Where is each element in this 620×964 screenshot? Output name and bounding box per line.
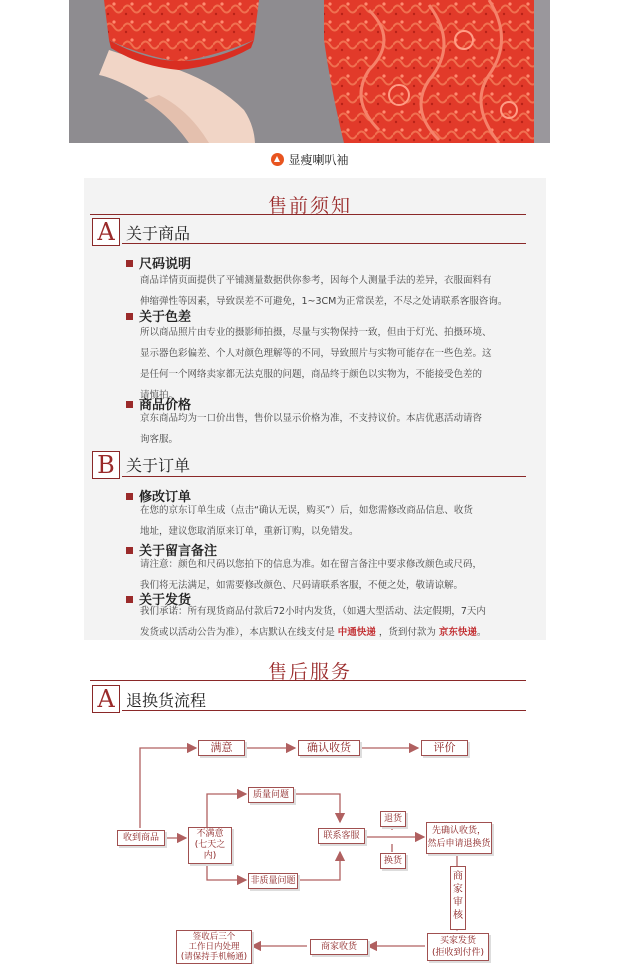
bullet-square-icon [126,493,133,500]
item-note-title: 关于留言备注 [126,540,217,559]
flow-contact-service: 联系客服 [318,828,365,844]
item-color-text: 所以商品照片由专业的摄影师拍摄，尽量与实物保持一致，但由于灯光、拍摄环境、 显示器色彩偏差、个人对颜色理解等的不同，导致照片与实物可能存在一些色差。这 是任何一个网络卖家都无法克服的问题，商品终于颜色以实物为，不能接受色差的 请慎拍。 [140,327,492,401]
flow-return: 退货 [380,811,406,827]
photo-caption [0,151,620,169]
presale-title: 售前须知 [267,195,352,217]
flow-buyer-ship: 买家发货 (拒收到付件) [427,933,489,961]
bullet-square-icon [126,313,133,320]
flow-confirm-first: 先确认收货， 然后申请退换货 [426,822,492,854]
flow-satisfied: 满意 [198,740,245,756]
carrier-jd: 京东快递 [438,627,477,638]
section-b-letter: B [92,451,120,479]
presale-rule [90,214,526,215]
item-note-text: 请注意：颜色和尺码以您拍下的信息为准。如在留言备注中要求修改颜色或尺码， 我们将无法满足，如需要修改颜色、尺码请联系客服，不便之处，敬请谅解。 [140,559,483,591]
flow-process: 签收后三个 工作日内处理 (请保持手机畅通) [176,930,252,964]
bullet-square-icon [126,260,133,267]
item-price-text: 京东商品均为一口价出售，售价以显示价格为准，不支持议价。本店优惠活动请咨 询客服。 [140,413,483,445]
aftersale-a-heading: 退换货流程 [126,691,207,710]
flow-merchant-receive: 商家收货 [310,939,368,955]
item-ship-text: 我们承诺：所有现货商品付款后72小时内发货，（如遇大型活动、法定假期，7天内 发货或以活动公告为准），本店默认在线支付是 中通快递 ，货到付款为 京东快递。 [140,606,487,638]
aftersale-rule [90,680,526,681]
item-size-title: 尺码说明 [126,253,191,272]
section-a-heading: 关于商品 [126,224,191,243]
flow-not-satisfied: 不满意 (七天之内) [188,827,232,864]
flow-non-quality-issue: 非质量问题 [248,873,298,889]
flow-receive-goods: 收到商品 [117,830,165,846]
product-photo [69,0,550,143]
flow-quality-issue: 质量问题 [248,787,294,803]
section-b-rule [122,476,526,477]
flow-merchant-review: 商家审核 [450,866,466,930]
item-ship-title: 关于发货 [126,589,191,608]
bullet-square-icon [126,596,133,603]
aftersale-a-letter: A [92,685,120,713]
section-b-heading: 关于订单 [126,456,191,475]
item-color-title: 关于色差 [126,306,191,325]
aftersale-title: 售后服务 [267,661,352,683]
section-a-rule [122,243,526,244]
up-arrow-icon [271,153,284,166]
section-a-letter: A [92,218,120,246]
item-price-title: 商品价格 [126,394,191,413]
item-size-text: 商品详情页面提供了平铺测量数据供你参考，因每个人测量手法的差异，衣服面料有 伸缩弹性等因素，导致误差不可避免，1~3CM为正常误差，不尽之处请联系客服咨询。 [140,275,508,307]
flow-review: 评价 [421,740,468,756]
item-modify-text: 在您的京东订单生成（点击“确认无误，购买”）后，如您需修改商品信息、收货 地址，建议您取消原来订单，重新订购，以免错发。 [140,505,473,537]
bullet-square-icon [126,547,133,554]
flow-confirm-receipt: 确认收货 [298,740,360,756]
caption-text: 显瘦喇叭袖 [288,153,349,167]
aftersale-a-rule [122,710,526,711]
bullet-square-icon [126,401,133,408]
flow-exchange: 换货 [380,853,406,869]
carrier-zto: 中通快递 [337,627,376,638]
item-modify-title: 修改订单 [126,486,191,505]
dress-photo-graphic [69,0,550,143]
